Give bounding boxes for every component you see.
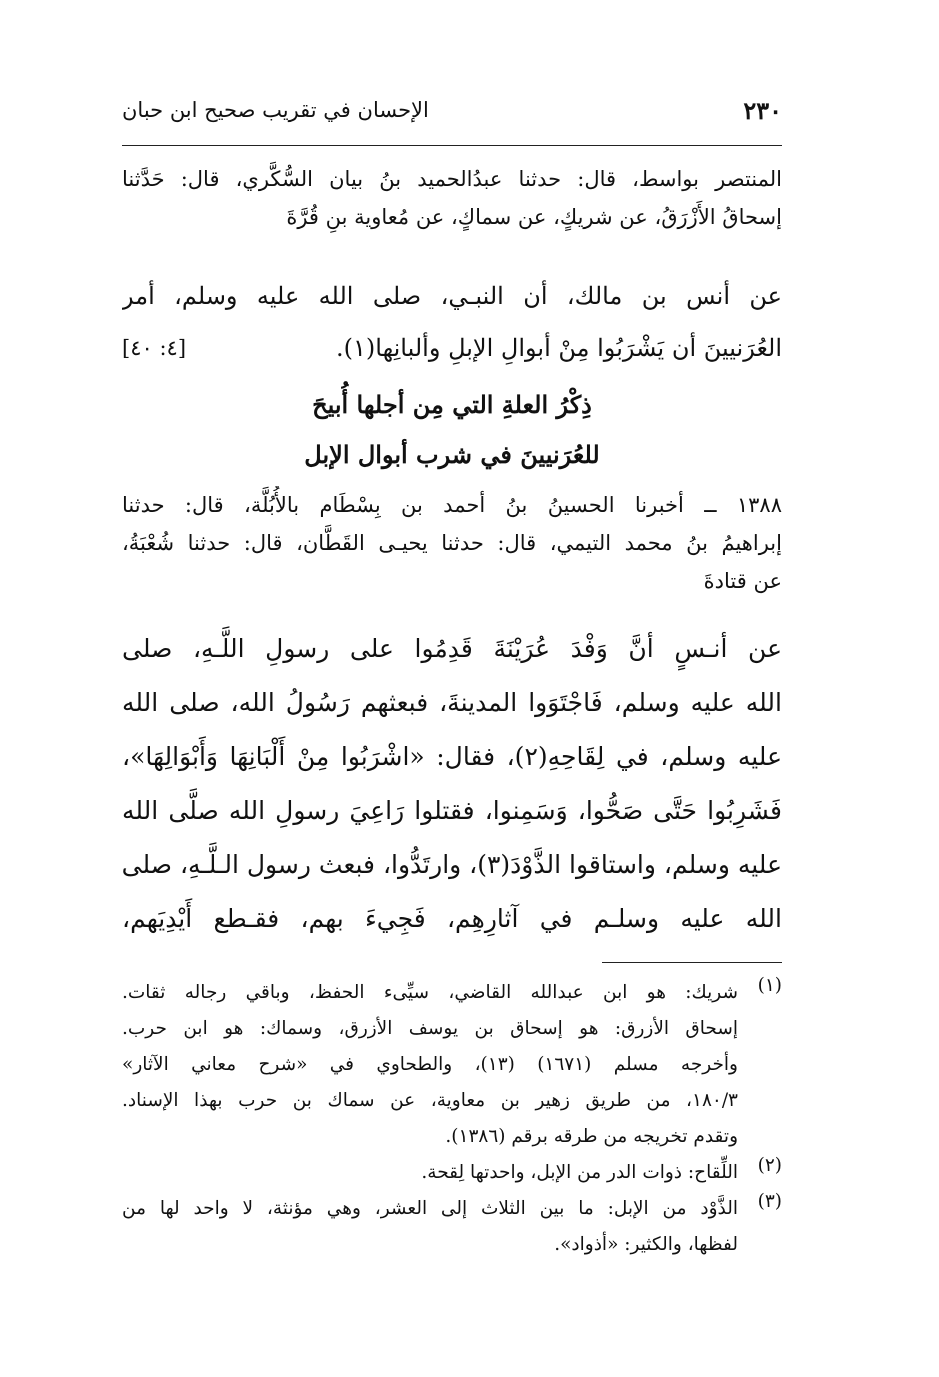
text-line: عن قتادةَ: [703, 569, 782, 593]
footnote-line: إسحاق الأزرق: هو إسحاق بن يوسف الأزرق، وسماك: هو ابن حرب.: [122, 1018, 738, 1039]
footnote-line: اللِّقاح: ذوات الدر من الإبل، واحدتها لِقحة.: [421, 1162, 738, 1183]
text-line: فَشَرِبُوا حَتَّى صَحُّوا، وَسَمِنوا، فقتلوا رَاعِيَ رسولِ الله صلَّى الله: [122, 796, 782, 825]
text-line: المنتصر بواسط، قال: حدثنا عبدُالحميد بنُ بيان السُّكَّري، قال: حَدَّثنا: [122, 167, 782, 191]
header-rule: [122, 145, 782, 146]
isnad-chain-1: [122, 160, 782, 236]
chapter-heading: [122, 380, 782, 480]
page-header: [122, 92, 782, 138]
hadith-text-2: [122, 622, 782, 946]
footnote-3: [122, 1191, 782, 1263]
page-number: ٢٣٠: [743, 96, 782, 125]
footnote-line: ١٨٠/٣، من طريق زهير بن معاوية، عن سماك بن حرب بهذا الإسناد.: [122, 1090, 738, 1111]
chapter-heading-line: ذِكْرُ العلةِ التي مِن أجلها أُبيحَ: [312, 390, 592, 419]
text-line: عن أنـسٍ أنَّ وَفْدَ عُرَيْنَةَ قَدِمُوا على رسولِ اللَّـهِ، صلى: [122, 634, 782, 663]
text-line: إبراهيمُ بنُ محمد التيمي، قال: حدثنا يحيـى القَطَّان، قال: حدثنا شُعْبَةُ،: [122, 531, 782, 555]
text-line-with-ref: [122, 322, 782, 374]
hadith-reference: [٤: ٤٠]: [122, 336, 187, 360]
footnote-1: [122, 975, 782, 1155]
footnote-number: (٢): [757, 1155, 782, 1176]
running-title: الإحسان في تقريب صحيح ابن حبان: [122, 98, 429, 122]
text-line: الله عليه وسلـم في آثارِهِم، فَجِيءَ بهم، فقـطع أَيْدِيَهم،: [122, 904, 782, 933]
footnote-line: لفظها، والكثير: «أذواد».: [554, 1234, 738, 1255]
footnote-line: وأخرجه مسلم (١٦٧١) (١٣)، والطحاوي في «شرح معاني الآثار»: [122, 1054, 738, 1075]
footnote-number: (١): [757, 975, 782, 996]
footnote-line: الذَّوْد من الإبل: ما بين الثلاث إلى العشر، وهي مؤنثة، لا واحد لها من: [122, 1198, 738, 1219]
footnote-2: [122, 1155, 782, 1191]
footnote-number: (٣): [757, 1191, 782, 1212]
text-line: عليه وسلم، واستاقوا الذَّوْدَ(٣)، وارتَدُّوا، فبعث رسول الـلَّـهِ، صلى: [122, 850, 782, 879]
footnotes: [122, 975, 782, 1263]
footnote-rule: [602, 962, 782, 963]
text-line: ١٣٨٨ ــ أخبرنا الحسينُ بنُ أحمد بن بِسْطَام بالأُبُلَّة، قال: حدثنا: [122, 493, 782, 517]
hadith-text-1: [122, 270, 782, 374]
isnad-chain-2: [122, 486, 782, 600]
text-line: الله عليه وسلم، فَاجْتَوَوا المدينةَ، فبعثهم رَسُولُ الله، صلى الله: [122, 688, 782, 717]
chapter-heading-line: للعُرَنيينَ في شرب أبوال الإبل: [304, 440, 600, 469]
footnote-line: وتقدم تخريجه من طرقه برقم (١٣٨٦).: [445, 1126, 738, 1147]
text-line: العُرَنيينَ أن يَشْرَبُوا مِنْ أبوالِ الإبلِ وألبانِها(١).: [336, 334, 782, 362]
footnote-line: شريك: هو ابن عبدالله القاضي، سيِّىء الحفظ، وباقي رجاله ثقات.: [122, 982, 738, 1003]
text-line: عليه وسلم، في لِقَاحِهِ(٢)، فقال: «اشْرَبُوا مِنْ أَلْبَانِهَا وَأَبْوَالِهَا»،: [122, 742, 782, 771]
text-line: إسحاقُ الأَزْرَقُ، عن شريكٍ، عن سماكٍ، عن مُعاوية بنِ قُرَّةَ: [286, 205, 782, 229]
text-line: عن أنس بن مالك، أن النبـي، صلى الله عليه وسلم، أمر: [122, 282, 782, 310]
